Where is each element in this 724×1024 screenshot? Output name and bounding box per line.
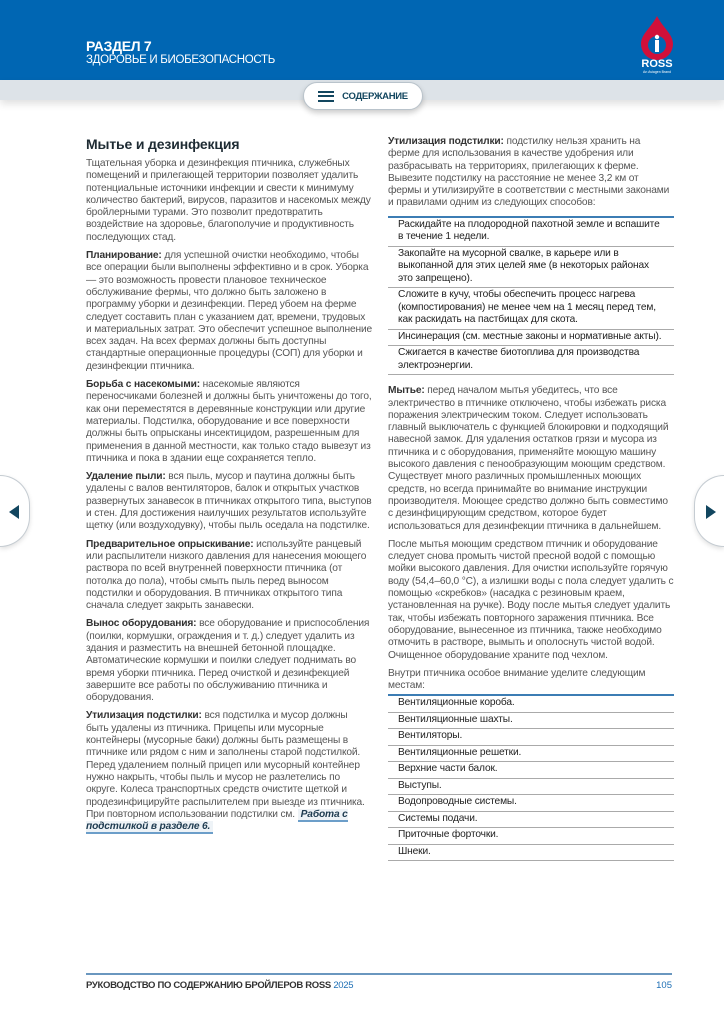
paragraph-text: перед началом мытья убедитесь, что все электричество в птичнике отключено, чтобы избежать риска поражения электрическим током. Следует использовать главный выключатель с функцией блокировки и подходящий навесной замок. Для удаления остатков грязи и мусора из птичника и с оборудования, применяйте моющую машину высокого давления с пенообразующим моющим средством. Существует много различных промышленных моющих средств, но всегда принимайте во внимание инструкции производителя. Моющее средство должно быть совместимо с дезинфицирующим средством, которое будет использоваться для дезинфекции птичника в дальнейшем. xyxy=(388,385,669,532)
list-item: Вентиляционные короба. xyxy=(388,696,674,713)
paragraph-text: все оборудование и приспособления (поилки, кормушки, ограждения и т. д.) следует удалить из здания и разместить на внешней бетонной площадке. Автоматические кормушки и поилки следует поднимать во время уборки птичника. Перед очисткой и дезинфекцией завершите все работы по обслуживанию птичника и оборудования. xyxy=(86,618,370,704)
paragraph-label: Борьба с насекомыми: xyxy=(86,379,200,391)
section-header xyxy=(0,0,724,80)
list-item: Вентиляционные шахты. xyxy=(388,713,674,730)
footer-year: 2025 xyxy=(333,980,354,991)
paragraph-text: используйте ранцевый или распылители низкого давления для нанесения моющего раствора по всей внутренней поверхности птичника (от потолка до пола), чтобы смыть пыль перед выносом подстилки и оборудования. В птичниках открытого типа сначала следует закрыть занавески. xyxy=(86,538,367,612)
rinse-paragraph: После мытья моющим средством птичник и оборудование следует снова промыть чистой пресной водой с помощью мойки высокого давления. Для очистки используйте горячую воду (54,4–60,0 °C), а излишки воды с пола следует удалить с помощью «скребков» (насадка с резиновым краем, установленная на ручке). Воду после мытья следует удалить так, чтобы избежать повторного заражения птичника. Все оборудование, вынесенное из птичника, также необходимо отмочить в растворе, вымыть и ополоснуть чистой водой. Очищенное оборудование храните под чехлом. xyxy=(388,538,674,661)
litter-section-link[interactable]: Работа с подстилкой в разделе 6. xyxy=(86,808,348,833)
arrow-left-icon xyxy=(9,505,19,519)
list-item: Верхние части балок. xyxy=(388,762,674,779)
page-number: 105 xyxy=(656,980,672,991)
contents-button[interactable] xyxy=(303,82,423,110)
next-page-button[interactable] xyxy=(694,475,724,547)
section-title: ЗДОРОВЬЕ И БИОБЕЗОПАСНОСТЬ xyxy=(86,54,276,66)
paragraph-label: Утилизация подстилки: xyxy=(86,710,202,722)
list-item: Сложите в кучу, чтобы обеспечить процесс нагрева (компостирования) не менее чем на 1 месяц перед тем, как раскидать на пастбищах для скота. xyxy=(388,288,674,330)
paragraph-text: для успешной очистки необходимо, чтобы все операции были выполнены эффективно и в срок. Уборка — это возможность провести плановое техническое обслуживание фермы, что должно быть заложено в программу уборки и дезинфекции. Перед убоем на ферме следует составить план с указанием дат, времени, трудовых и материальных затрат. Это обеспечит успешное выполнение всех задач. На всех фермах должны быть доступны стандартные операционные процедуры (СОП) для уборки и дезинфекции птичника. xyxy=(86,250,372,372)
dust-paragraph xyxy=(86,471,372,532)
planning-paragraph xyxy=(86,250,372,373)
list-item: Закопайте на мусорной свалке, в карьере или в выкопанной для этих целей яме (в некоторых районах это запрещено). xyxy=(388,247,674,289)
paragraph-text: вся подстилка и мусор должны быть удалены из птичника. Прицепы или мусорные контейнеры (мусорные баки) должны быть размещены в птичнике или рядом с ним и заполнены старой подстилкой. Перед удалением полный прицеп или мусорный контейнер нужно накрыть, чтобы пыль и мусор не разлетелись по округе. Колеса транспортных средств очистите щеткой и продезинфицируйте распылителем при выезде из птичника. При повторном использовании подстилки см. xyxy=(86,710,365,820)
list-item: Инсинерация (см. местные законы и нормативные акты). xyxy=(388,330,674,347)
disposal-methods-list xyxy=(388,216,674,376)
arrow-right-icon xyxy=(706,505,716,519)
washing-paragraph xyxy=(388,385,674,533)
list-item: Водопроводные системы. xyxy=(388,795,674,812)
list-item: Вентиляторы. xyxy=(388,729,674,746)
left-column xyxy=(86,136,372,839)
svg-text:An Aviagen Brand: An Aviagen Brand xyxy=(643,70,671,74)
litter-removal-paragraph xyxy=(86,710,372,833)
right-column xyxy=(388,136,674,871)
section-number: РАЗДЕЛ 7 xyxy=(86,38,152,54)
paragraph-label: Удаление пыли: xyxy=(86,471,166,483)
contents-label: СОДЕРЖАНИЕ xyxy=(342,90,408,102)
equipment-paragraph xyxy=(86,618,372,704)
paragraph-label: Планирование: xyxy=(86,250,162,262)
list-item: Раскидайте на плодородной пахотной земле и вспашите в течение 1 недели. xyxy=(388,218,674,247)
svg-text:ROSS: ROSS xyxy=(641,58,673,70)
list-item: Системы подачи. xyxy=(388,812,674,829)
paragraph-label: Предварительное опрыскивание: xyxy=(86,538,254,550)
list-item: Приточные форточки. xyxy=(388,828,674,845)
previous-page-button[interactable] xyxy=(0,475,30,547)
paragraph-text: насекомые являются переносчиками болезней и должны быть уничтожены до того, как они переместятся в деревянные конструкции или другие материалы. Подстилка, оборудование и все поверхности должны быть опрысканы инсектицидом, разрешенным для применения в данной местности, как только стадо вывезут из птичника и пока в здании еще сохраняется тепло. xyxy=(86,379,372,464)
paragraph-label: Мытье: xyxy=(388,385,425,397)
section-heading: Мытье и дезинфекция xyxy=(86,136,240,152)
menu-icon xyxy=(318,91,334,102)
list-item: Выступы. xyxy=(388,779,674,796)
insects-paragraph xyxy=(86,379,372,465)
footer-title-text: РУКОВОДСТВО ПО СОДЕРЖАНИЮ БРОЙЛЕРОВ ROSS xyxy=(86,980,331,991)
paragraph-label: Вынос оборудования: xyxy=(86,618,197,630)
paragraph-label: Утилизация подстилки: xyxy=(388,136,504,147)
paragraph-text: вся пыль, мусор и паутина должны быть удалены с валов вентиляторов, балок и открытых участков развернутых занавесок в птичниках открытого типа, выступов и стен. Для достижения наилучших результатов используйте щетку (или воздуходувку), чтобы пыль оседала на подстилке. xyxy=(86,471,372,532)
prespray-paragraph xyxy=(86,539,372,613)
footer-title xyxy=(86,980,353,991)
ross-logo xyxy=(633,14,681,74)
intro-paragraph: Тщательная уборка и дезинфекция птичника, служебных помещений и прилегающей территории позволяет удалить потенциальные источники инфекции и свести к минимуму количество бактерий, вирусов, паразитов и насекомых между бройлерными турами. Это позволит предотвратить воздействие на здоровье, благополучие и продуктивность последующих стад. xyxy=(86,158,371,243)
list-item: Сжигается в качестве биотоплива для производства электроэнергии. xyxy=(388,346,674,375)
inside-paragraph: Внутри птичника особое внимание уделите следующим местам: xyxy=(388,667,646,692)
places-list xyxy=(388,694,674,861)
list-item: Шнеки. xyxy=(388,845,674,862)
list-item: Вентиляционные решетки. xyxy=(388,746,674,763)
disposal-paragraph xyxy=(388,136,674,210)
paragraph-text: подстилку нельзя хранить на ферме для использования в качестве удобрения или разбрасывать на территориях, прилегающих к ферме. Вывезите подстилку на расстояние не менее 3,2 км от фермы и утилизируйте в соответствии с местными законами и правилами одним из следующих способов: xyxy=(388,136,670,209)
footer-divider xyxy=(86,973,672,975)
